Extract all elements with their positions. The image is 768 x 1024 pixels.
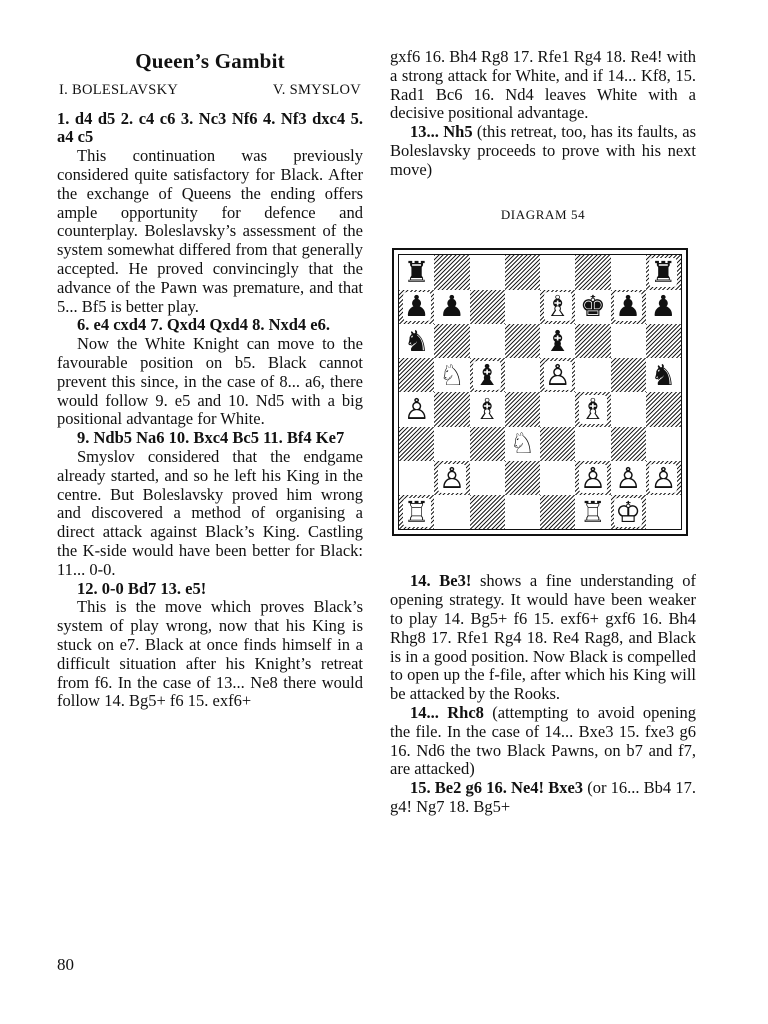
white-piece-icon: ♙ [615, 460, 642, 495]
move-notation: 13... Nh5 [410, 122, 473, 142]
board-grid [398, 254, 682, 530]
board-square [540, 358, 575, 392]
board-square [399, 392, 434, 426]
board-square [540, 255, 575, 289]
board-square [470, 495, 505, 529]
white-piece-icon: ♙ [403, 392, 430, 426]
white-piece-icon: ♗ [474, 392, 501, 426]
board-square [434, 461, 469, 495]
commentary: shows a fine understanding of opening strategy. It would have been weaker to play 14. Bg5+ f6 15. exf6+ gxf6 16. Bh4 Rhg8 17. Rfe1 Rg4 18. Re4 Rag8, and Black is in a good position. Now Black is compelled to open up the f-file, after which his King will be attacked by the Rooks. [390, 571, 696, 704]
left-column [57, 48, 363, 711]
commentary: This continuation was previously considered quite satisfactory for Black. After the exchange of Queens the ending offers ample opportunity for defence and counterplay. Boleslavsky’s assessment of the system somewhat differed from that generally accepted. He proved convincingly that the advance of the Pawn was premature, and that 5... Bf5 is better play. [57, 146, 363, 316]
board-square [611, 324, 646, 358]
left-text [57, 110, 363, 712]
white-piece-icon: ♖ [579, 494, 606, 529]
right-top-text [390, 48, 696, 180]
board-square [434, 427, 469, 461]
board-square [434, 324, 469, 358]
white-piece-icon: ♘ [509, 426, 536, 461]
move-notation: 1. d4 d5 2. c4 c6 3. Nc3 Nf6 4. Nf3 dxc4 5. a4 c5 [57, 108, 363, 147]
board-square [611, 392, 646, 426]
black-piece-icon: ♞ [650, 357, 677, 392]
white-piece-icon: ♙ [544, 357, 571, 392]
page-title: Queen’s Gambit [135, 49, 285, 73]
paragraph [57, 429, 363, 448]
move-notation: 6. e4 cxd4 7. Qxd4 Qxd4 8. Nxd4 e6. [77, 315, 331, 335]
board-square [505, 461, 540, 495]
players-line [57, 81, 363, 100]
board-square [575, 427, 610, 461]
board-square [505, 324, 540, 358]
white-piece-icon: ♘ [438, 357, 465, 392]
board-square [399, 358, 434, 392]
white-piece-icon: ♔ [615, 494, 642, 529]
board-square [540, 461, 575, 495]
black-piece-icon: ♝ [544, 323, 571, 358]
board-square [575, 358, 610, 392]
white-piece-icon: ♗ [544, 289, 571, 324]
black-piece-icon: ♟ [650, 289, 677, 324]
white-piece-icon: ♙ [579, 460, 606, 495]
white-piece-icon: ♖ [403, 494, 430, 529]
board-square [611, 290, 646, 324]
board-square [611, 427, 646, 461]
board-square [470, 427, 505, 461]
move-notation: 14... Rhc8 [410, 702, 484, 722]
board-square [646, 392, 681, 426]
white-piece-icon: ♙ [438, 460, 465, 495]
board-square [434, 392, 469, 426]
board-square [575, 324, 610, 358]
board-square [575, 461, 610, 495]
paragraph [390, 704, 696, 779]
board-square [646, 427, 681, 461]
board-square [646, 461, 681, 495]
board-square [540, 290, 575, 324]
board-square [505, 427, 540, 461]
commentary: (this retreat, too, has its faults, as Boleslavsky proceeds to prove with his next move) [390, 122, 696, 179]
board-square [470, 324, 505, 358]
board-square [646, 290, 681, 324]
move-notation: 9. Ndb5 Na6 10. Bxc4 Bc5 11. Bf4 Ke7 [77, 428, 345, 448]
paragraph [57, 448, 363, 580]
board-square [470, 255, 505, 289]
board-square [575, 392, 610, 426]
board-square [646, 358, 681, 392]
black-piece-icon: ♜ [650, 255, 677, 289]
board-square [399, 427, 434, 461]
board-square [646, 324, 681, 358]
board-square [611, 495, 646, 529]
board-square [646, 255, 681, 289]
commentary: Now the White Knight can move to the favourable position on b5. Black cannot prevent this since, in the case of 8... a6, there would follow 9. e5 and 10. Nd5 with a big positional advantage for White. [57, 334, 363, 429]
board-square [399, 461, 434, 495]
board-square [575, 495, 610, 529]
commentary: (attempting to avoid opening the file. In the case of 14... Bxe3 15. fxe3 g6 16. Nd6 the two Black Pawns, on b7 and f7, are attacked) [390, 702, 696, 779]
board-square [540, 427, 575, 461]
board-square [470, 358, 505, 392]
paragraph [390, 123, 696, 179]
white-piece-icon: ♙ [650, 460, 677, 495]
board-square [434, 290, 469, 324]
board-square [399, 290, 434, 324]
white-player: I. BOLESLAVSKY [59, 81, 179, 98]
board-square [611, 255, 646, 289]
page-number: 80 [57, 955, 74, 974]
board-square [575, 290, 610, 324]
board-square [540, 495, 575, 529]
commentary: gxf6 16. Bh4 Rg8 17. Rfe1 Rg4 18. Re4! with a strong attack for White, and if 14... Kf8, 15. Rad1 Bc6 16. Nd4 leaves White with a decisive positional advantage. [390, 47, 696, 123]
paragraph [390, 48, 696, 123]
board-square [505, 495, 540, 529]
white-piece-icon: ♗ [579, 392, 606, 426]
commentary: This is the move which proves Black’s system of play wrong, now that his King is stuck on e7. Black at once finds himself in a difficult situation after his Knight’s retreat from f6. In the case of 13... Ne8 there would follow 14. Bg5+ f6 15. exf6+ [57, 597, 363, 711]
chess-board [392, 248, 688, 536]
paragraph [57, 335, 363, 429]
board-square [399, 324, 434, 358]
paragraph [57, 598, 363, 711]
black-piece-icon: ♞ [403, 323, 430, 358]
move-notation: 12. 0-0 Bd7 13. e5! [77, 578, 207, 598]
board-square [646, 495, 681, 529]
right-bottom-text [390, 572, 696, 816]
board-square [399, 255, 434, 289]
black-piece-icon: ♚ [579, 289, 606, 324]
paragraph [57, 147, 363, 316]
paragraph [390, 572, 696, 704]
board-square [540, 392, 575, 426]
paragraph [57, 580, 363, 599]
board-square [505, 255, 540, 289]
board-square [399, 495, 434, 529]
board-square [434, 495, 469, 529]
board-square [611, 461, 646, 495]
board-square [434, 255, 469, 289]
commentary: Smyslov considered that the endgame already started, and so he left his King in the centre. But Boleslavsky proved him wrong and discovered a method of organising a direct attack against Black’s King. Castling the K-side would have been better for Black: 11... 0-0. [57, 446, 363, 579]
move-notation: 14. Be3! [410, 571, 472, 591]
board-square [505, 290, 540, 324]
right-column [390, 48, 696, 817]
black-piece-icon: ♟ [403, 289, 430, 324]
board-square [434, 358, 469, 392]
board-square [575, 255, 610, 289]
diagram-label: DIAGRAM 54 [500, 206, 586, 222]
paragraph [57, 110, 363, 148]
board-square [470, 461, 505, 495]
commentary: (or 16... Bb4 17. g4! Ng7 18. Bg5+ [390, 778, 696, 816]
black-player: V. SMYSLOV [272, 81, 361, 98]
board-square [470, 392, 505, 426]
paragraph [390, 779, 696, 817]
board-square [611, 358, 646, 392]
black-piece-icon: ♝ [474, 357, 501, 392]
board-square [505, 392, 540, 426]
black-piece-icon: ♟ [615, 289, 642, 324]
move-notation: 15. Be2 g6 16. Ne4! Bxe3 [410, 778, 584, 798]
board-square [505, 358, 540, 392]
board-square [540, 324, 575, 358]
board-square [470, 290, 505, 324]
paragraph [57, 316, 363, 335]
black-piece-icon: ♟ [438, 289, 465, 324]
black-piece-icon: ♜ [403, 255, 430, 289]
